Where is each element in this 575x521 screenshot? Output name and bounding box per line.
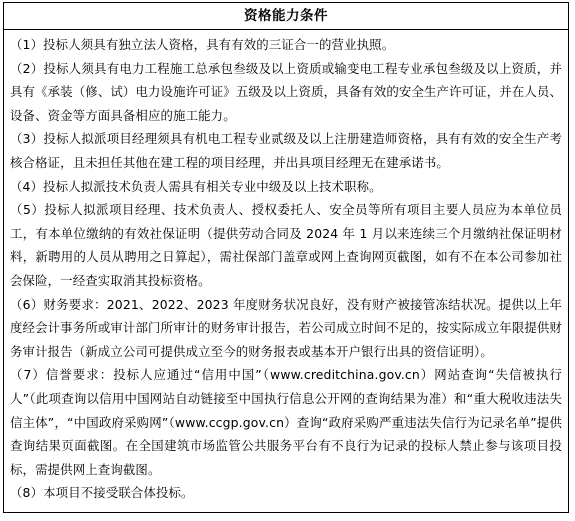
requirement-item-3: （3）投标人拟派项目经理须具有机电工程专业贰级及以上注册建造师资格，具有有效的安全生产考核合格证，且未担任其他在建工程的项目经理，并出具项目经理无在建承诺书。	[10, 131, 562, 170]
requirement-item-8: （8）本项目不接受联合体投标。	[10, 485, 194, 501]
table-title: 资格能力条件	[4, 3, 568, 30]
requirement-item-2: （2）投标人须具有电力工程施工总承包叁级及以上资质或输变电工程专业承包叁级及以上资质，并具有《承装（修、试）电力设施许可证》五级及以上资质，具备有效的安全生产许可证，并在人员、设备、资金等方面具备相应的施工能力。	[10, 60, 562, 123]
qualification-table	[3, 2, 569, 513]
requirement-item-5: （5）投标人拟派项目经理、技术负责人、授权委托人、安全员等所有项目主要人员应为本单位员工，有本单位缴纳的有效社保证明（提供劳动合同及 2024 年 1 月以来连续三个月缴纳社保证明材料，新聘用的人员从聘用之日算起），需社保部门盖章或网上查询网页截图，如有不在本公司参加社会保险，一经查实取消其投标资格。	[10, 202, 562, 288]
requirement-item-6: （6）财务要求：2021、2022、2023 年度财务状况良好，没有财产被接管冻结状况。提供以上年度经会计事务所或审计部门所审计的财务审计报告，若公司成立时间不足的，按实际成立年限提供财务审计报告（新成立公司可提供成立至今的财务报表或基本开户银行出具的资信证明）。	[10, 296, 562, 359]
requirement-item-7: （7）信誉要求：投标人应通过“信用中国”（www.creditchina.gov.cn）网站查询“失信被执行人”（此项查询以信用中国网站自动链接至中国执行信息公开网的查询结果为准）和“重大税收违法失信主体”，“中国政府采购网”（www.ccgp.gov.cn）查询“政府采购严重违法失信行为记录名单”提供查询结果页面截图。在全国建筑市场监管公共服务平台有不良行为记录的投标人禁止参与该项目投标，需提供网上查询截图。	[10, 367, 562, 477]
requirement-item-4: （4）投标人拟派技术负责人需具有相关专业中级及以上技术职称。	[10, 178, 382, 194]
requirement-item-1: （1）投标人须具有独立法人资格，具有有效的三证合一的营业执照。	[10, 37, 395, 52]
requirements-list	[4, 30, 568, 505]
